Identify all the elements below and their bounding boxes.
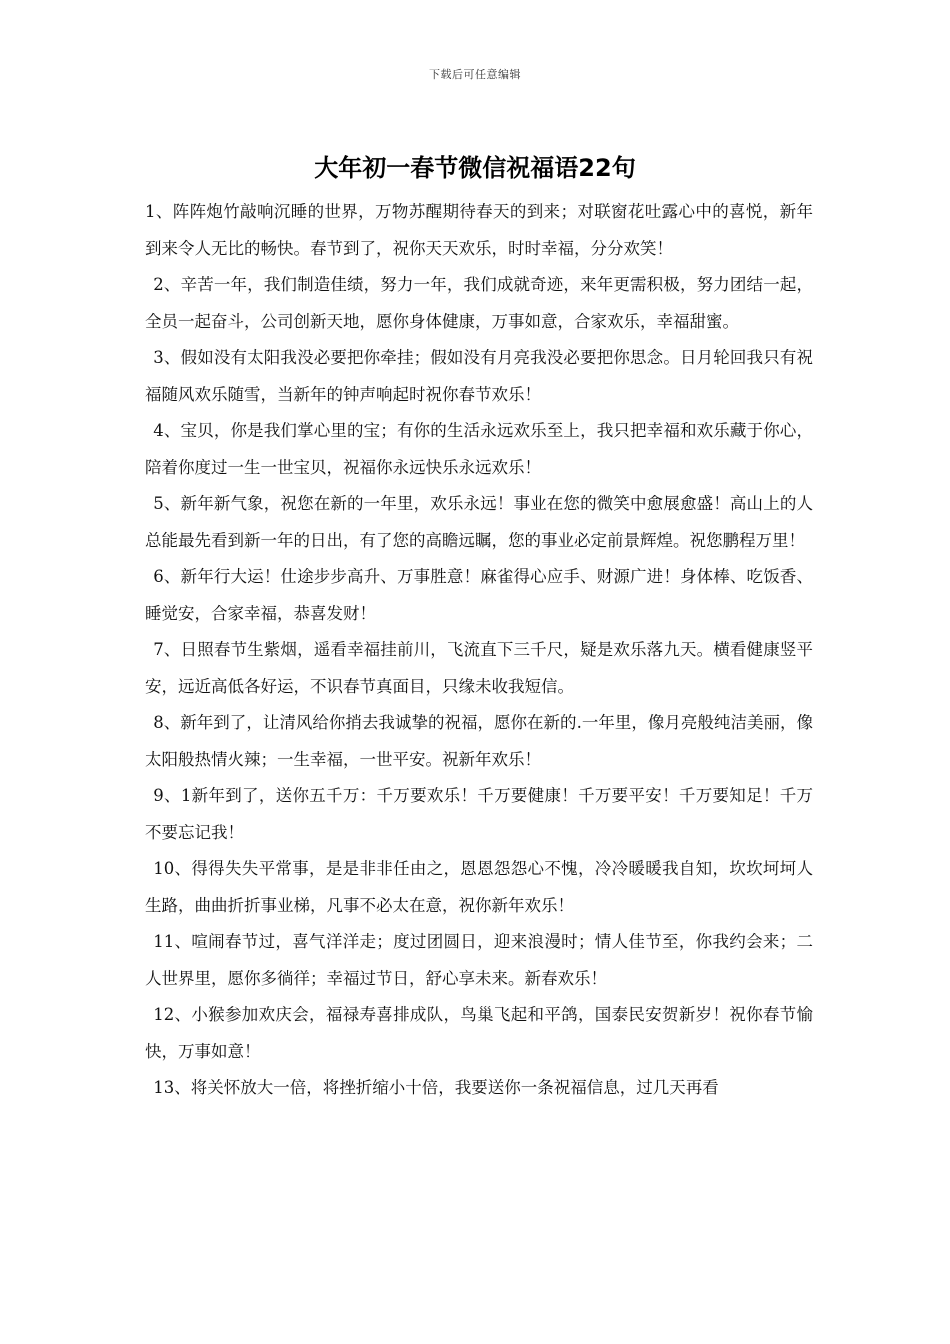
paragraph-9: 9、1新年到了，送你五千万：千万要欢乐！千万要健康！千万要平安！千万要知足！千万不要忘记我！ [145,786,813,842]
paragraph-5: 5、新年新气象，祝您在新的一年里，欢乐永远！事业在您的微笑中愈展愈盛！高山上的人总能最先看到新一年的日出，有了您的高瞻远瞩，您的事业必定前景辉煌。祝您鹏程万里！ [145,494,813,550]
paragraph-6: 6、新年行大运！仕途步步高升、万事胜意！麻雀得心应手、财源广进！身体棒、吃饭香、睡觉安，合家幸福，恭喜发财！ [145,567,813,623]
document-title: 大年初一春节微信祝福语22句 [314,154,636,182]
document-body [145,194,813,1107]
paragraph-12: 12、小猴参加欢庆会，福禄寿喜排成队，鸟巢飞起和平鸽，国泰民安贺新岁！祝你春节愉快，万事如意！ [145,1005,813,1061]
header-note: 下载后可任意编辑 [429,68,521,81]
paragraph-7: 7、日照春节生紫烟，遥看幸福挂前川，飞流直下三千尺，疑是欢乐落九天。横看健康竖平安，远近高低各好运，不识春节真面目，只缘未收我短信。 [145,640,813,696]
paragraph-4: 4、宝贝，你是我们掌心里的宝；有你的生活永远欢乐至上，我只把幸福和欢乐藏于你心，陪着你度过一生一世宝贝，祝福你永远快乐永远欢乐！ [145,421,813,477]
paragraph-2: 2、辛苦一年，我们制造佳绩，努力一年，我们成就奇迹，来年更需积极，努力团结一起，全员一起奋斗，公司创新天地，愿你身体健康，万事如意，合家欢乐，幸福甜蜜。 [145,275,813,331]
paragraph-13: 13、将关怀放大一倍，将挫折缩小十倍，我要送你一条祝福信息，过几天再看 [153,1078,719,1097]
paragraph-8: 8、新年到了，让清风给你捎去我诚挚的祝福，愿你在新的.一年里，像月亮般纯洁美丽，像太阳般热情火辣；一生幸福，一世平安。祝新年欢乐！ [145,713,813,769]
paragraph-11: 11、喧闹春节过，喜气洋洋走；度过团圆日，迎来浪漫时；情人佳节至，你我约会来；二人世界里，愿你多徜徉；幸福过节日，舒心享未来。新春欢乐！ [145,932,813,988]
paragraph-10: 10、得得失失平常事，是是非非任由之，恩恩怨怨心不愧，冷冷暖暖我自知，坎坎坷坷人生路，曲曲折折事业梯，凡事不必太在意，祝你新年欢乐！ [145,859,813,915]
paragraph-1: 1、阵阵炮竹敲响沉睡的世界，万物苏醒期待春天的到来；对联窗花吐露心中的喜悦，新年到来令人无比的畅快。春节到了，祝你天天欢乐，时时幸福，分分欢笑！ [145,202,813,258]
paragraph-3: 3、假如没有太阳我没必要把你牵挂；假如没有月亮我没必要把你思念。日月轮回我只有祝福随风欢乐随雪，当新年的钟声响起时祝你春节欢乐！ [145,348,813,404]
